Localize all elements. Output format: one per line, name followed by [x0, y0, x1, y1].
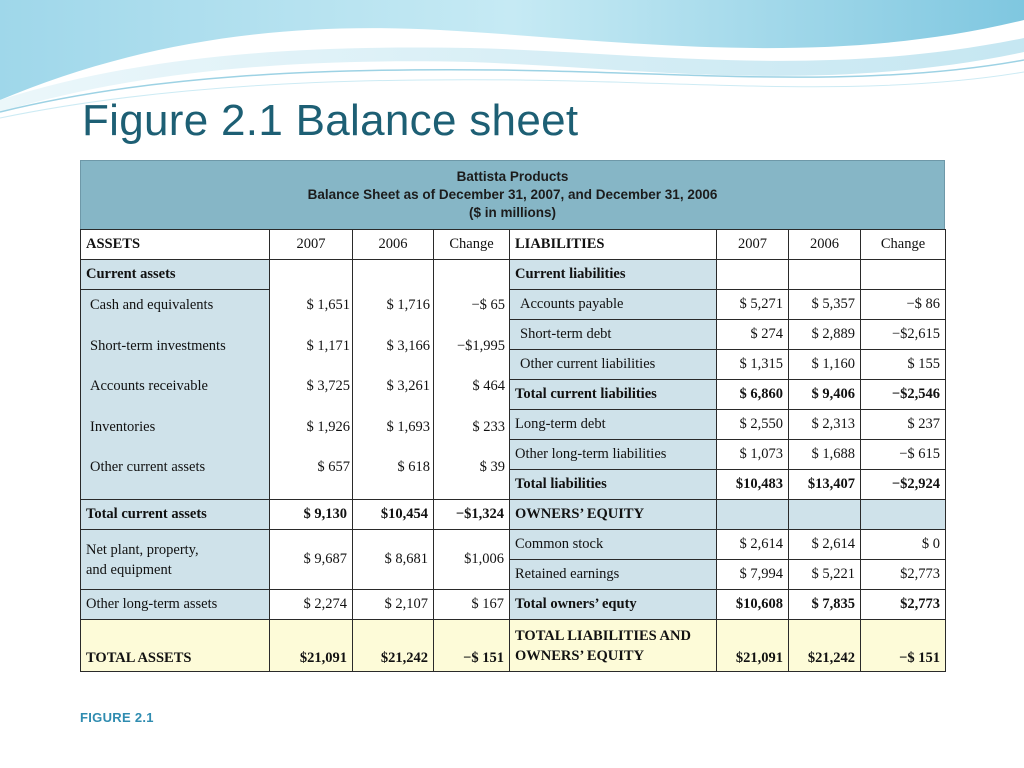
asset-label: Inventories [90, 418, 156, 435]
retained-earnings-2006: $ 5,221 [789, 560, 861, 590]
long-term-debt-2007: $ 2,550 [717, 410, 789, 440]
total-liabilities-equity-label [510, 620, 717, 672]
asset-label: Other current assets [90, 459, 206, 476]
asset-label: Accounts receivable [90, 378, 208, 395]
table-header-band [80, 160, 945, 229]
total-assets-label: TOTAL ASSETS [81, 620, 270, 672]
retained-earnings-change: $2,773 [861, 560, 946, 590]
total-owners-equity-2007: $10,608 [717, 590, 789, 620]
table-row [81, 260, 946, 290]
liability-2007: $ 5,271 [717, 290, 789, 320]
total-liabilities-equity-2006: $21,242 [789, 620, 861, 672]
total-current-assets-2006: $10,454 [353, 500, 434, 530]
common-stock-2006: $ 2,614 [789, 530, 861, 560]
total-current-liabilities-change: −$2,546 [861, 380, 946, 410]
total-current-assets-2007: $ 9,130 [270, 500, 353, 530]
asset-change: $ 39 [479, 459, 505, 476]
long-term-debt-2006: $ 2,313 [789, 410, 861, 440]
other-long-term-assets-change: $ 167 [434, 590, 510, 620]
total-assets-2006: $21,242 [353, 620, 434, 672]
total-current-liabilities-label: Total current liabilities [510, 380, 717, 410]
liability-2007: $ 274 [717, 320, 789, 350]
retained-earnings-label: Retained earnings [510, 560, 717, 590]
assets-2006-header: 2006 [353, 230, 434, 260]
assets-column-header: ASSETS [81, 230, 270, 260]
common-stock-label: Common stock [510, 530, 717, 560]
asset-change: $ 233 [472, 418, 505, 435]
common-stock-change: $ 0 [861, 530, 946, 560]
net-plant-label-line1: Net plant, property, [86, 541, 199, 558]
assets-2007-header: 2007 [270, 230, 353, 260]
total-current-liabilities-2007: $ 6,860 [717, 380, 789, 410]
asset-change: $ 464 [472, 378, 505, 395]
other-long-term-liabilities-2007: $ 1,073 [717, 440, 789, 470]
current-assets-list [80, 291, 510, 515]
current-liabilities-heading: Current liabilities [510, 260, 717, 290]
other-long-term-assets-2007: $ 2,274 [270, 590, 353, 620]
grand-total-row [81, 620, 946, 672]
total-assets-change: −$ 151 [434, 620, 510, 672]
company-name: Battista Products [456, 169, 569, 184]
assets-change-header: Change [434, 230, 510, 260]
liability-2006: $ 2,889 [789, 320, 861, 350]
net-plant-change: $1,006 [434, 530, 510, 590]
liability-change: $ 155 [861, 350, 946, 380]
owners-equity-heading: OWNERS’ EQUITY [510, 500, 717, 530]
liability-label: Other current liabilities [510, 350, 717, 380]
asset-change: −$ 65 [471, 297, 505, 313]
asset-label: Short-term investments [90, 337, 226, 354]
asset-2006: $ 3,261 [386, 378, 430, 395]
total-liabilities-change: −$2,924 [861, 470, 946, 500]
liability-change: −$ 86 [861, 290, 946, 320]
other-long-term-assets-2006: $ 2,107 [353, 590, 434, 620]
asset-2007: $ 657 [317, 459, 350, 476]
asset-2006: $ 1,716 [386, 297, 430, 313]
liabilities-2006-header: 2006 [789, 230, 861, 260]
liability-label: Short-term debt [510, 320, 717, 350]
asset-2006: $ 3,166 [386, 337, 430, 354]
slide-title: Figure 2.1 Balance sheet [82, 96, 579, 145]
long-term-debt-label: Long-term debt [510, 410, 717, 440]
total-liabilities-2006: $13,407 [789, 470, 861, 500]
total-liabilities-equity-change: −$ 151 [861, 620, 946, 672]
total-owners-equity-2006: $ 7,835 [789, 590, 861, 620]
liability-2006: $ 5,357 [789, 290, 861, 320]
asset-2007: $ 1,926 [306, 418, 350, 435]
total-owners-equity-change: $2,773 [861, 590, 946, 620]
liability-change: −$2,615 [861, 320, 946, 350]
other-long-term-liabilities-change: −$ 615 [861, 440, 946, 470]
asset-2006: $ 618 [397, 459, 430, 476]
other-long-term-liabilities-label: Other long-term liabilities [510, 440, 717, 470]
statement-subtitle: Balance Sheet as of December 31, 2007, and December 31, 2006 [307, 187, 718, 202]
liability-2006: $ 1,160 [789, 350, 861, 380]
net-plant-label [81, 530, 270, 590]
units-note: ($ in millions) [468, 205, 556, 220]
figure-caption: FIGURE 2.1 [80, 710, 154, 725]
asset-2007: $ 1,651 [306, 297, 350, 313]
current-assets-heading: Current assets [81, 260, 270, 290]
total-liabilities-label: Total liabilities [510, 470, 717, 500]
liability-2007: $ 1,315 [717, 350, 789, 380]
total-owners-equity-label: Total owners’ equty [510, 590, 717, 620]
liabilities-column-header: LIABILITIES [510, 230, 717, 260]
table-row [81, 530, 946, 560]
total-liabilities-equity-2007: $21,091 [717, 620, 789, 672]
asset-2007: $ 1,171 [306, 337, 350, 354]
asset-change: −$1,995 [456, 337, 505, 354]
total-liabilities-2007: $10,483 [717, 470, 789, 500]
net-plant-2007: $ 9,687 [270, 530, 353, 590]
table-row [81, 590, 946, 620]
column-header-row [81, 230, 946, 260]
retained-earnings-2007: $ 7,994 [717, 560, 789, 590]
total-current-liabilities-2006: $ 9,406 [789, 380, 861, 410]
total-current-assets-change: −$1,324 [434, 500, 510, 530]
total-current-assets-label: Total current assets [81, 500, 270, 530]
net-plant-label-line2: and equipment [86, 561, 172, 578]
liability-label: Accounts payable [510, 290, 717, 320]
liabilities-change-header: Change [861, 230, 946, 260]
common-stock-2007: $ 2,614 [717, 530, 789, 560]
total-liabilities-equity-line2: OWNERS’ EQUITY [515, 647, 645, 664]
net-plant-2006: $ 8,681 [353, 530, 434, 590]
total-assets-2007: $21,091 [270, 620, 353, 672]
long-term-debt-change: $ 237 [861, 410, 946, 440]
asset-2006: $ 1,693 [386, 418, 430, 435]
asset-2007: $ 3,725 [306, 378, 350, 395]
asset-label: Cash and equivalents [90, 297, 214, 313]
total-liabilities-equity-line1: TOTAL LIABILITIES AND [515, 627, 691, 644]
liabilities-2007-header: 2007 [717, 230, 789, 260]
other-long-term-liabilities-2006: $ 1,688 [789, 440, 861, 470]
other-long-term-assets-label: Other long-term assets [81, 590, 270, 620]
